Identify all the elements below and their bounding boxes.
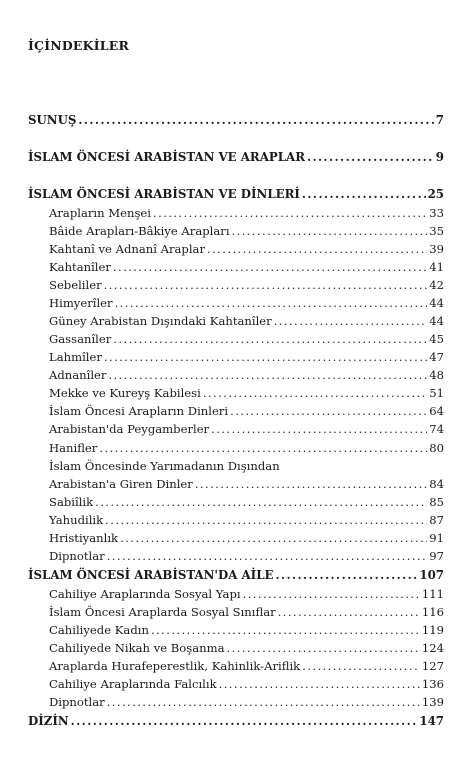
toc-entry-title: DİZİN	[28, 714, 69, 728]
toc-entry-page: 87	[429, 513, 444, 527]
dot-leader	[207, 241, 427, 257]
dot-leader	[307, 149, 434, 165]
toc-entry-title: Hristiyanlık	[49, 531, 119, 545]
toc-entry-page: 111	[421, 587, 444, 601]
toc-entry-title: Dipnotlar	[49, 549, 105, 563]
toc-entry-section[interactable]	[49, 494, 444, 510]
toc-entry-title: Lahmîler	[49, 350, 102, 364]
toc-entry-page: 48	[429, 368, 444, 382]
toc-entry-title: Gassanîler	[49, 332, 112, 346]
toc-entry-section[interactable]	[49, 205, 444, 221]
toc-entry-section[interactable]	[49, 640, 444, 656]
toc-entry-title: Cahiliye Araplarında Falcılık	[49, 677, 217, 691]
toc-entry-page: 116	[421, 605, 444, 619]
dot-leader	[195, 476, 427, 492]
toc-entry-section[interactable]	[49, 694, 444, 710]
toc-entry-section[interactable]	[49, 385, 444, 401]
dot-leader	[275, 567, 417, 583]
dot-leader	[302, 658, 420, 674]
dot-leader	[71, 713, 418, 729]
toc-entry-section-line[interactable]	[49, 458, 444, 474]
toc-entry-section[interactable]	[49, 403, 444, 419]
toc-entry-page: 124	[421, 641, 444, 655]
toc-entry-page: 51	[429, 386, 444, 400]
toc-entry-section[interactable]	[49, 223, 444, 239]
toc-entry-title: Dipnotlar	[49, 695, 105, 709]
dot-leader	[107, 694, 420, 710]
toc-entry-page: 97	[429, 549, 444, 563]
toc-entry-page: 119	[421, 623, 444, 637]
toc-entry-title: İslam Öncesi Araplarda Sosyal Sınıflar	[49, 605, 276, 619]
toc-entry-page: 147	[419, 714, 444, 728]
toc-entry-page: 39	[429, 242, 444, 256]
toc-entry-section[interactable]	[49, 241, 444, 257]
toc-entry-title: Arabistan'a Giren Dinler	[49, 477, 193, 491]
toc-entry-page: 107	[419, 568, 444, 582]
page-title: İÇİNDEKİLER	[28, 38, 130, 53]
dot-leader	[107, 548, 428, 564]
dot-leader	[230, 403, 427, 419]
dot-leader	[243, 586, 420, 602]
toc-entry-page: 44	[429, 314, 444, 328]
toc-entry-title: Sebeliler	[49, 278, 102, 292]
toc-entry-chapter[interactable]	[28, 186, 444, 202]
toc-entry-title: Hanifler	[49, 441, 98, 455]
toc-entry-title: Himyerîler	[49, 296, 113, 310]
toc-entry-title: Yahudilik	[49, 513, 104, 527]
toc-entry-title: İslam Öncesinde Yarımadanın Dışından	[49, 459, 280, 473]
toc-entry-title: Adnanîler	[49, 368, 107, 382]
toc-entry-page: 33	[429, 206, 444, 220]
dot-leader	[302, 186, 426, 202]
toc-entry-index[interactable]	[28, 713, 444, 729]
toc-entry-title: Arapların Menşei	[49, 206, 151, 220]
toc-entry-page: 64	[429, 404, 444, 418]
dot-leader	[78, 112, 433, 128]
toc-entry-section[interactable]	[49, 331, 444, 347]
toc-entry-page: 45	[429, 332, 444, 346]
dot-leader	[108, 367, 427, 383]
dot-leader	[232, 223, 428, 239]
toc-entry-section[interactable]	[49, 622, 444, 638]
toc-entry-section[interactable]	[49, 421, 444, 437]
dot-leader	[113, 259, 427, 275]
toc-entry-page: 85	[429, 495, 444, 509]
toc-entry-page: 91	[429, 531, 444, 545]
toc-entry-title: Güney Arabistan Dışındaki Kahtanîler	[49, 314, 272, 328]
dot-leader	[203, 385, 427, 401]
dot-leader	[104, 349, 427, 365]
dot-leader	[105, 512, 427, 528]
toc-entry-title: Kahtanî ve Adnanî Araplar	[49, 242, 206, 256]
toc-entry-section[interactable]	[49, 530, 444, 546]
toc-entry-page: 25	[427, 187, 444, 201]
toc-entry-page: 7	[435, 113, 444, 127]
dot-leader	[219, 676, 420, 692]
toc-entry-section[interactable]	[49, 367, 444, 383]
toc-entry-section[interactable]	[49, 259, 444, 275]
toc-entry-chapter[interactable]	[28, 567, 444, 583]
toc-entry-page: 41	[429, 260, 444, 274]
toc-entry-page: 84	[429, 477, 444, 491]
dot-leader	[153, 205, 427, 221]
toc-entry-section[interactable]	[49, 313, 444, 329]
toc-entry-section[interactable]	[49, 476, 444, 492]
toc-entry-title: Sabiîlik	[49, 495, 94, 509]
toc-entry-title: İSLAM ÖNCESİ ARABİSTAN'DA AİLE	[28, 568, 274, 582]
toc-entry-page: 139	[421, 695, 444, 709]
dot-leader	[104, 277, 428, 293]
toc-entry-section[interactable]	[49, 586, 444, 602]
toc-entry-title: SUNUŞ	[28, 113, 77, 127]
toc-entry-title: İslam Öncesi Arapların Dinleri	[49, 404, 229, 418]
toc-entry-page: 127	[421, 659, 444, 673]
toc-entry-section[interactable]	[49, 349, 444, 365]
toc-entry-section[interactable]	[49, 512, 444, 528]
toc-entry-page: 35	[429, 224, 444, 238]
toc-entry-preface[interactable]	[28, 112, 444, 128]
toc-entry-title: Araplarda Hurafeperestlik, Kahinlik-Ariflik	[49, 659, 301, 673]
dot-leader	[151, 622, 420, 638]
toc-entry-title: Kahtanîler	[49, 260, 111, 274]
toc-entry-chapter[interactable]	[28, 149, 444, 165]
toc-entry-section[interactable]	[49, 277, 444, 293]
toc-entry-page: 9	[435, 150, 444, 164]
dot-leader	[278, 604, 420, 620]
toc-entry-title: İSLAM ÖNCESİ ARABİSTAN VE ARAPLAR	[28, 150, 306, 164]
toc-entry-page: 136	[421, 677, 444, 691]
toc-entry-section[interactable]	[49, 548, 444, 564]
dot-leader	[115, 295, 428, 311]
dot-leader	[95, 494, 427, 510]
toc-entry-title: İSLAM ÖNCESİ ARABİSTAN VE DİNLERİ	[28, 187, 300, 201]
dot-leader	[113, 331, 427, 347]
toc-entry-title: Arabistan'da Peygamberler	[49, 422, 210, 436]
toc-entry-section[interactable]	[49, 676, 444, 692]
dot-leader	[211, 421, 427, 437]
toc-entry-title: Cahiliyede Nikah ve Boşanma	[49, 641, 225, 655]
toc-entry-section[interactable]	[49, 440, 444, 456]
toc-entry-page: 44	[429, 296, 444, 310]
toc-entry-page: 42	[429, 278, 444, 292]
dot-leader	[99, 440, 427, 456]
dot-leader	[227, 640, 420, 656]
toc-entry-section[interactable]	[49, 658, 444, 674]
toc-entry-title: Bâide Arapları-Bâkiye Arapları	[49, 224, 230, 238]
dot-leader	[274, 313, 428, 329]
toc-entry-page: 47	[429, 350, 444, 364]
dot-leader	[120, 530, 427, 546]
toc-entry-section[interactable]	[49, 295, 444, 311]
toc-entry-page: 80	[429, 441, 444, 455]
toc-entry-section[interactable]	[49, 604, 444, 620]
toc-entry-title: Mekke ve Kureyş Kabilesi	[49, 386, 201, 400]
toc-entry-title: Cahiliye Araplarında Sosyal Yapı	[49, 587, 241, 601]
toc-entry-title: Cahiliyede Kadın	[49, 623, 149, 637]
toc-entry-page: 74	[429, 422, 444, 436]
